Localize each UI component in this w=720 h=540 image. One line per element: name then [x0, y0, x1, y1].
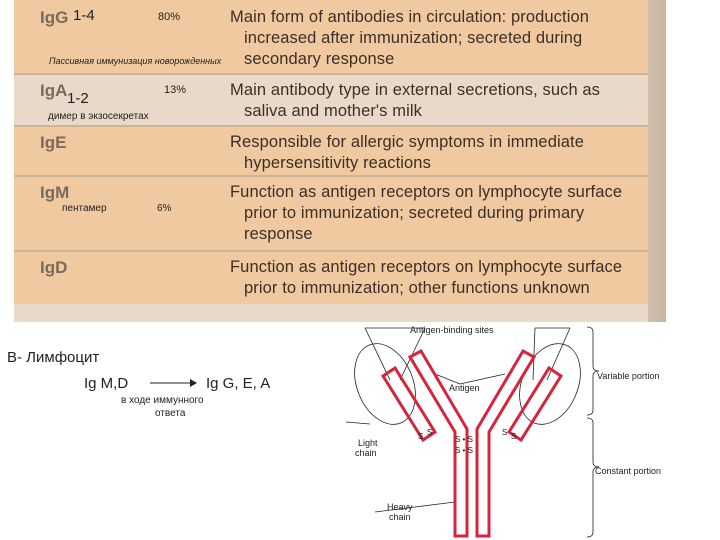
table-row-ige — [14, 127, 648, 177]
disulfide-s-left-1: S — [418, 432, 424, 441]
igg-note: Пассивная иммунизация новорожденных — [49, 56, 222, 66]
disulfide-s-right-2: S — [511, 432, 517, 441]
ig-class-label: IgE — [40, 133, 67, 152]
label-heavy: Heavy — [387, 502, 413, 512]
disulfide-s-left-2: S — [427, 428, 433, 437]
disulfide-s-right-1: S — [502, 428, 508, 437]
antibody-table-photo — [14, 0, 666, 322]
table-row-igm — [14, 177, 648, 252]
light-chain-right — [509, 368, 561, 440]
desc-line: response — [244, 225, 313, 243]
iga-percent: 13% — [164, 84, 187, 96]
label-constant-portion: Constant portion — [595, 466, 662, 476]
ig-description — [230, 132, 584, 174]
ig-to: Ig G, E, A — [206, 375, 271, 392]
desc-line: Main antibody type in external secretions, such as — [230, 81, 601, 99]
disulfide-bond-2: S • S — [455, 446, 473, 455]
igm-percent: 6% — [157, 203, 172, 214]
lymphocyte-title: В- Лимфоцит — [7, 349, 100, 366]
ig-description — [230, 182, 622, 245]
table-row-igd — [14, 252, 648, 304]
igg-count: 1-4 — [73, 7, 95, 24]
desc-line: Responsible for allergic symptoms in immediate — [230, 133, 584, 151]
desc-line: prior to immunization; secreted during primary — [244, 204, 585, 222]
ig-description — [230, 7, 589, 70]
antigen-ellipse-right — [508, 335, 591, 434]
ig-description — [230, 80, 600, 122]
ig-class-label: IgA — [40, 81, 68, 100]
heavy-chain-right — [477, 351, 534, 536]
label-light-chain: chain — [355, 448, 377, 458]
caption-line-1: в ходе иммунного — [121, 395, 204, 406]
ig-from: Ig M,D — [84, 375, 129, 392]
desc-line: Main form of antibodies in circulation: production — [230, 8, 590, 26]
constant-bracket — [587, 418, 599, 537]
label-antigen: Antigen — [449, 383, 480, 393]
igm-note: пентамер — [62, 203, 107, 214]
disulfide-bond-1: S • S — [455, 435, 473, 444]
label-heavy-chain: chain — [389, 512, 411, 522]
ig-class-label: IgD — [40, 258, 68, 277]
ig-class-label: IgG — [40, 8, 69, 27]
iga-count: 1-2 — [67, 90, 89, 107]
desc-line: Function as antigen receptors on lymphocyte surface — [230, 183, 623, 201]
label-variable-portion: Variable portion — [597, 371, 660, 381]
antibody-structure-diagram — [315, 322, 715, 540]
desc-line: hypersensitivity reactions — [244, 154, 431, 172]
arrow-right-icon — [148, 377, 198, 389]
igg-percent: 80% — [158, 11, 181, 23]
desc-line: increased after immunization; secreted during — [244, 29, 583, 47]
iga-note: димер в экзосекретах — [48, 111, 149, 122]
desc-line: Function as antigen receptors on lymphocyte surface — [230, 258, 623, 276]
antigen-ellipse-left — [343, 335, 426, 434]
desc-line: prior to immunization; other functions unknown — [244, 279, 590, 297]
label-antigen-binding-sites: Antigen-binding sites — [410, 325, 494, 335]
caption-line-2: ответа — [155, 408, 186, 419]
ig-class-label: IgM — [40, 183, 70, 202]
label-light: Light — [358, 438, 378, 448]
ig-description — [230, 257, 622, 299]
desc-line: saliva and mother's milk — [244, 102, 422, 120]
desc-line: secondary response — [244, 50, 395, 68]
